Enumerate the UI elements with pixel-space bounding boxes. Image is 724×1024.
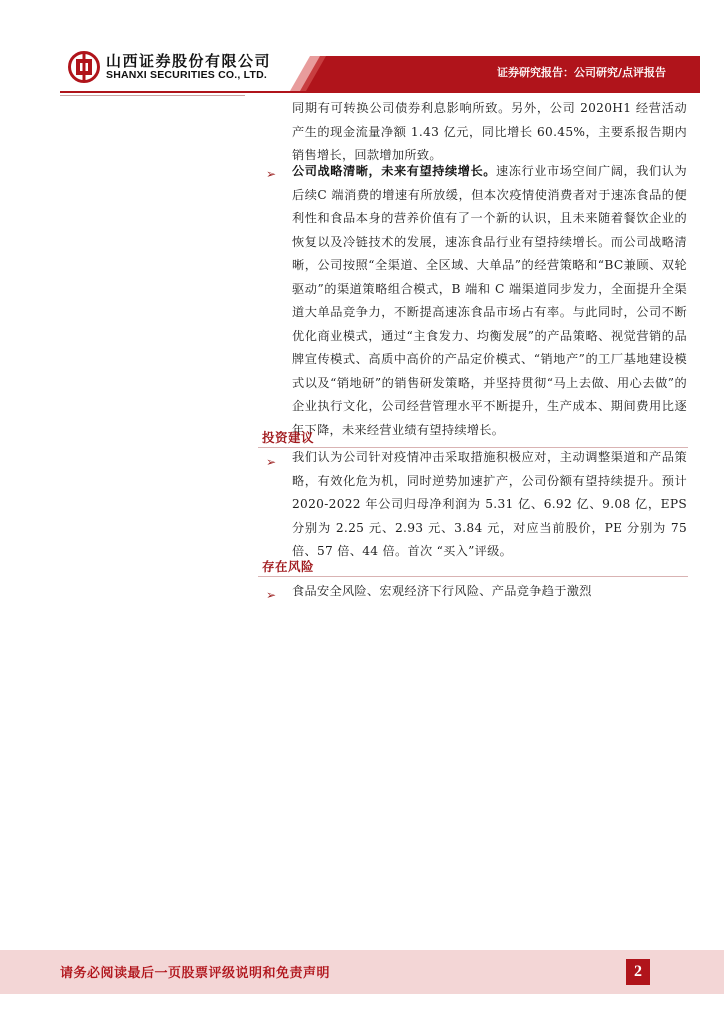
arrow-bullet-icon: ➢ [266,455,277,469]
section-title-invest: 投资建议 [262,430,315,445]
page-number: 2 [626,959,650,985]
company-name-cn: 山西证券股份有限公司 [106,52,272,70]
arrow-bullet-icon: ➢ [266,588,277,602]
report-type-label: 证券研究报告：公司研究/点评报告 [496,66,666,79]
paragraph-cashflow: 同期有可转换公司债券利息影响所致。另外，公司 2020H1 经营活动产生的现金流量净额 1.43 亿元，同比增长 60.45%，主要系报告期内销售增长，回款增加所致。 [292,101,687,162]
paragraph-invest: 我们认为公司针对疫情冲击采取措施积极应对，主动调整渠道和产品策略，有效化危为机，同时逆势加速扩产，公司份额有望持续提升。预计 2020-2022 年公司归母净利润为 5.31 亿、6.92 亿、9.08 亿，EPS分别为 2.25 元、2.93 元、3.84 元，对应当前股价，PE 分别为 75 倍、57 倍、44 倍。首次 “买入”评级。 [292,450,687,558]
paragraph-strategy [292,160,687,442]
section-divider [258,576,688,577]
strategy-body: 速冻行业市场空间广阔，我们认为后续C 端消费的增速有所放缓，但本次疫情使消费者对于速冻食品的便利性和食品本身的营养价值有了一个新的认识，且未来随着餐饮企业的恢复以及冷链技术的发展，速冻食品行业有望持续增长。而公司战略清晰，公司按照“全渠道、全区域、大单品”的经营策略和“BC兼顾、双轮驱动”的渠道策略组合模式，B 端和 C 端渠道同步发力，全面提升全渠道大单品竞争力，不断提高速冻食品市场占有率。与此同时，公司不断优化商业模式，通过“主食发力、均衡发展”的产品策略、视觉营销的品牌宣传模式、高质中高价的产品定价模式、“销地产”的工厂基地建设模式以及“销地研”的销售研发策略，并坚持贯彻“马上去做、用心去做”的企业执行文化，公司经营管理水平不断提升，生产成本、期间费用比逐年下降，未来经营业绩有望持续增长。 [292,164,687,437]
page-header [0,0,724,100]
page-footer [0,950,724,994]
company-logo-icon [68,51,100,83]
arrow-bullet-icon: ➢ [266,167,277,181]
paragraph-risk: 食品安全风险、宏观经济下行风险、产品竞争趋于激烈 [292,584,592,598]
disclaimer-text: 请务必阅读最后一页股票评级说明和免责声明 [60,966,331,981]
section-title-risk: 存在风险 [262,559,315,574]
company-name-en: SHANXI SECURITIES CO., LTD. [106,69,267,81]
strategy-lead: 公司战略清晰，未来有望持续增长。 [292,164,496,178]
header-divider [60,95,245,96]
